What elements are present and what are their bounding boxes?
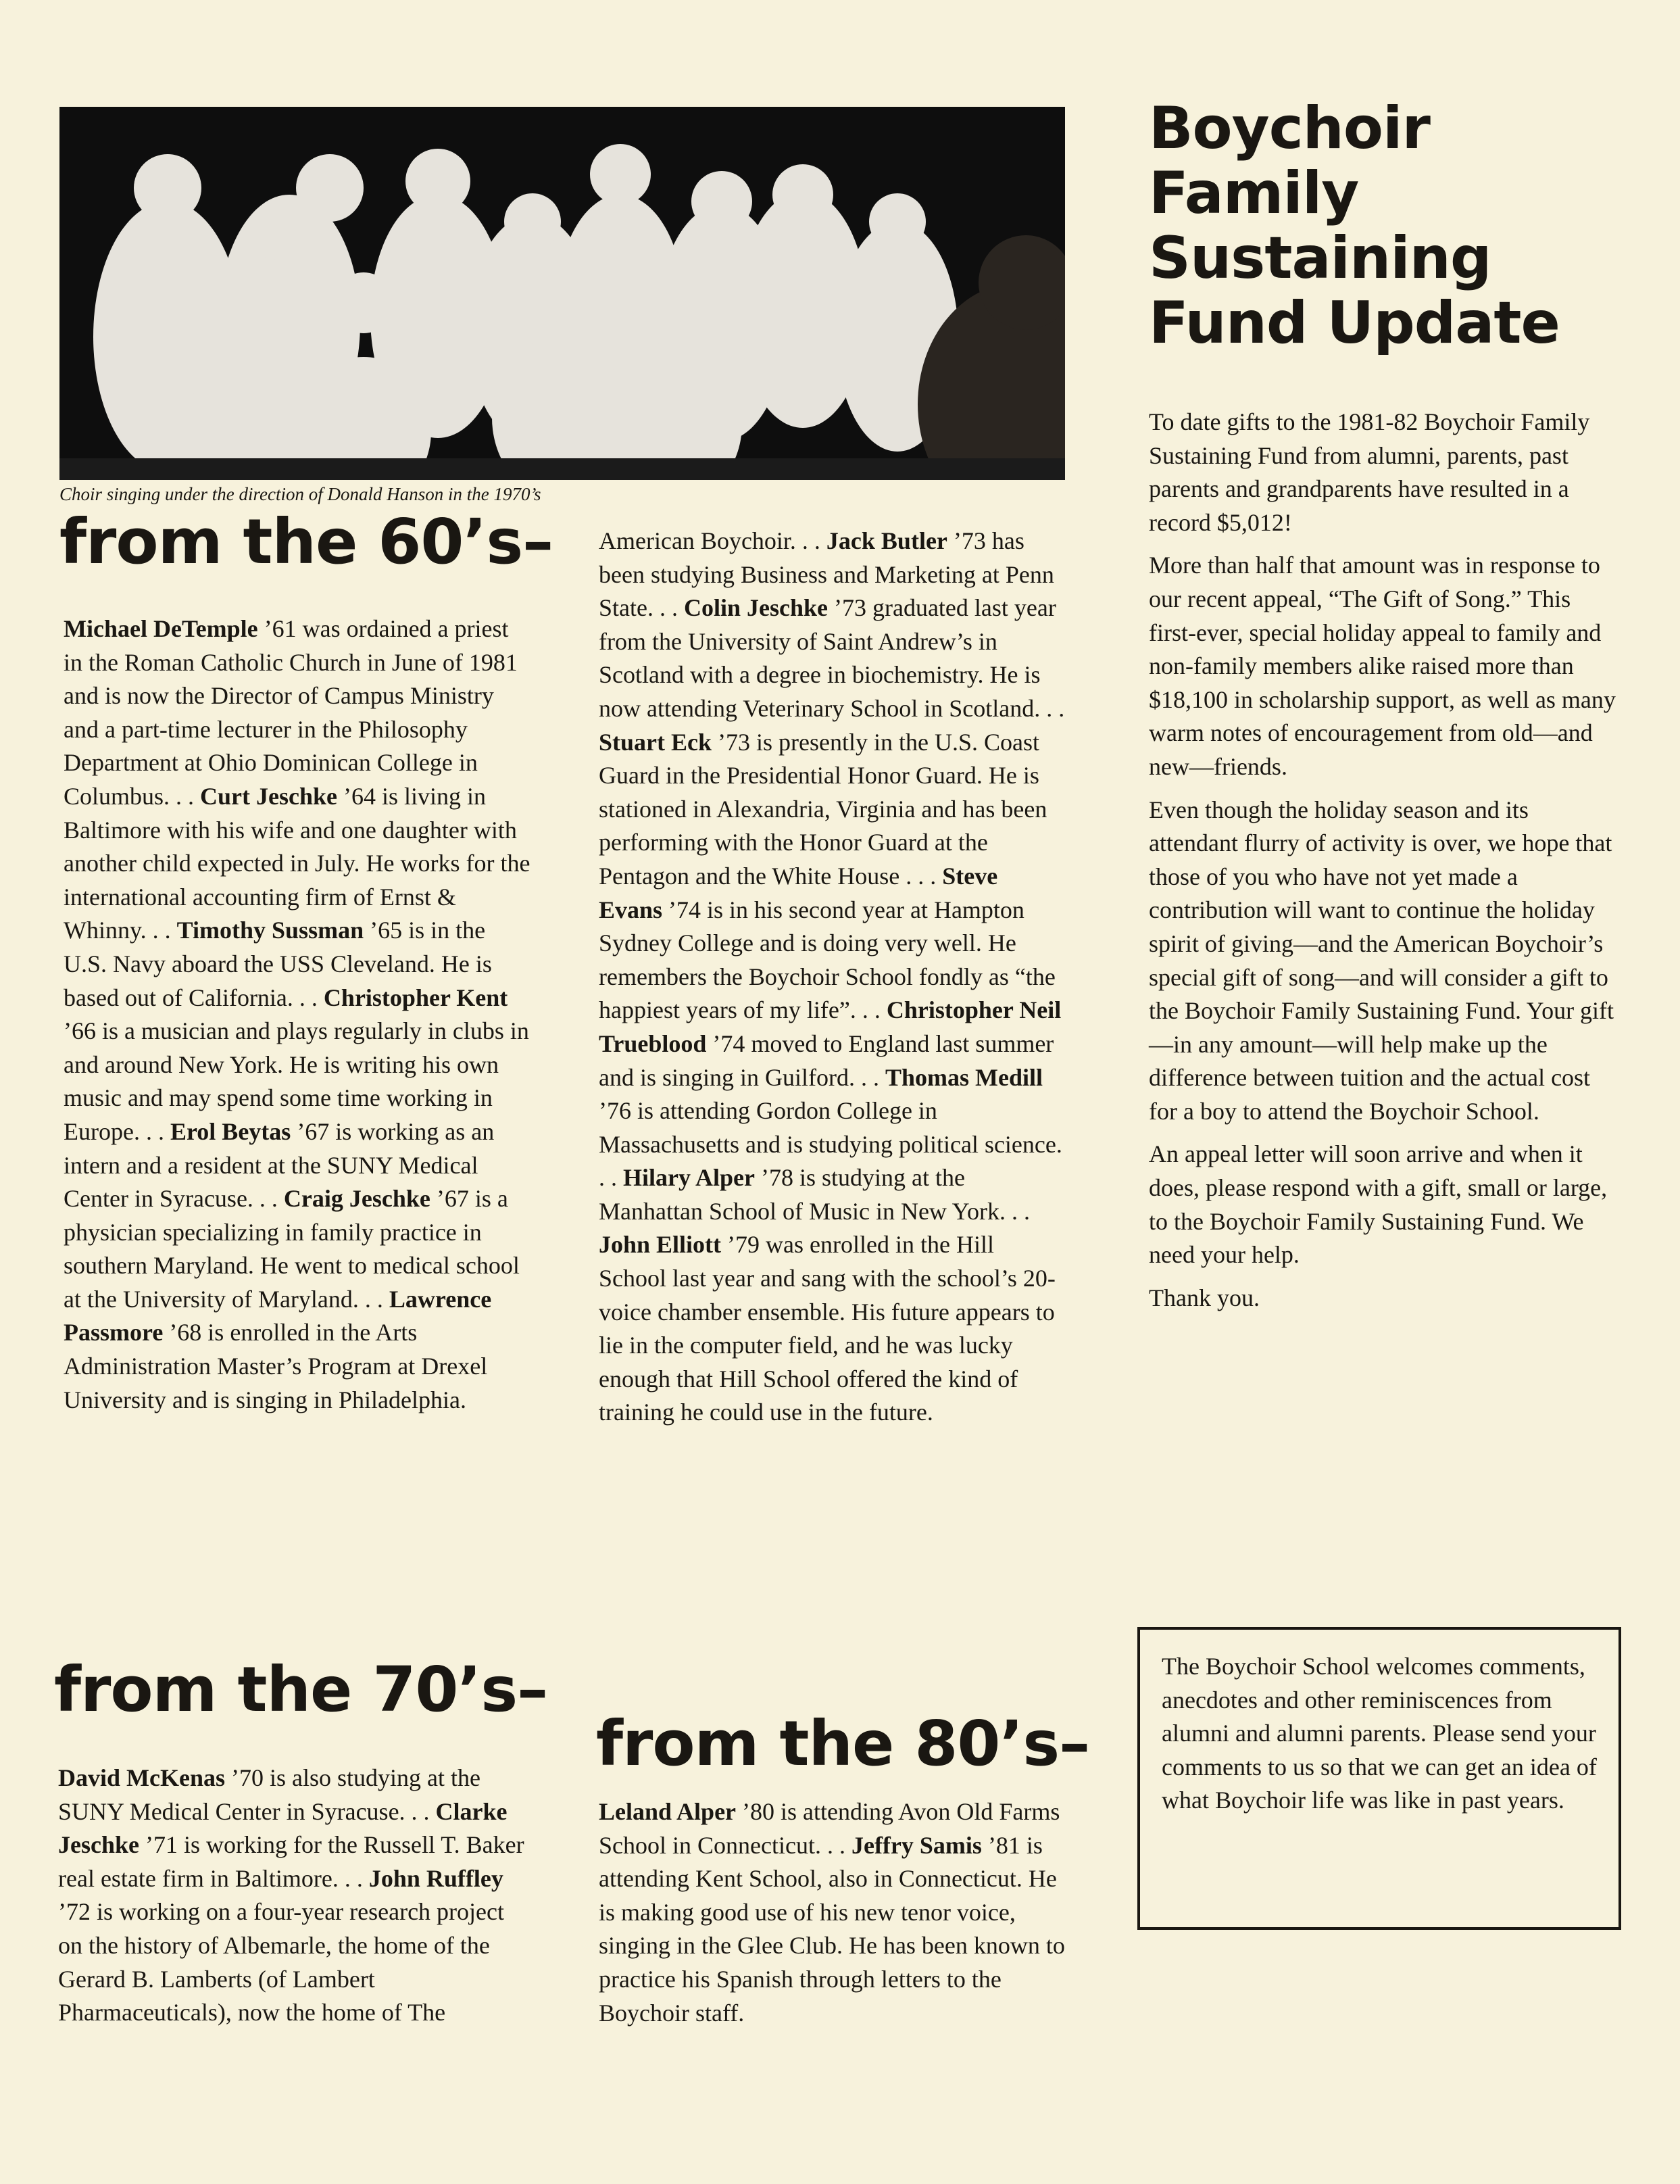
alumnus-name: Michael DeTemple xyxy=(64,615,258,642)
fund-paragraph: To date gifts to the 1981-82 Boychoir Family Sustaining Fund from alumni, parents, past parents and grandparents have resulted in a record $5,012! xyxy=(1149,408,1590,536)
news-text: ’61 was ordained a priest in the Roman Catholic Church in June of 1981 and is now the Director of Campus Ministry and a part-time lecturer in the Philosophy Department at Ohio Dominican College in Columbus. . . xyxy=(64,615,518,810)
alumnus-name: Erol Beytas xyxy=(170,1117,291,1145)
alumnus-name: John Ruffley xyxy=(368,1864,503,1892)
news-text: ’78 is studying at the Manhattan School of Music in New York. . . xyxy=(599,1164,1030,1225)
alumnus-name: Jack Butler xyxy=(826,527,947,554)
title-line: Fund Update xyxy=(1149,289,1560,357)
alumnus-name: John Elliott xyxy=(599,1231,722,1259)
eighties-column-text xyxy=(599,1795,1065,2030)
news-text: ’74 is in his second year at Hampton Sydney College and is doing very well. He remembers the Boychoir School fondly as “the happiest years of my life”. . . xyxy=(599,896,1056,1024)
news-text: ’80 is attending Avon Old Farms School in Connecticut. . . xyxy=(599,1798,1060,1859)
news-text: ’73 graduated last year from the University of Saint Andrew’s in Scotland with a degree in biochemistry. He is now attending Veterinary School in Scotland. . . xyxy=(599,594,1065,722)
comments-box xyxy=(1137,1627,1621,1930)
news-text: ’66 is a musician and plays regularly in clubs in and around New York. He is writing his own music and may spend some time working in Europe. . . xyxy=(64,1017,529,1145)
news-text: ’81 is attending Kent School, also in Connecticut. He is making good use of his new tenor voice, singing in the Glee Club. He has been known to practice his Spanish through letters to the Boychoir staff. xyxy=(599,1831,1065,2027)
seventies-column-text-a xyxy=(58,1762,533,2030)
heading-60s: from the 60’s– xyxy=(59,506,553,578)
alumnus-name: Leland Alper xyxy=(599,1798,737,1825)
news-text: ’74 moved to England last summer and is singing in Guilford. . . xyxy=(599,1029,1054,1091)
fund-paragraph: Even though the holiday season and its attendant flurry of activity is over, we hope that those of you who have not yet made a contribution will want to continue the holiday spirit of giving—and the American Boychoir’s special gift of song—and will consider a gift to the Boychoir Family Sustaining Fund. Your gift—in any amount—will help make up the difference between tuition and the actual cost for a boy to attend the Boychoir School. xyxy=(1149,796,1614,1125)
news-text: ’73 is presently in the U.S. Coast Guard in the Presidential Honor Guard. He is stationed in Alexandria, Virginia and has been performing with the Honor Guard at the Pentagon and the White House . . . xyxy=(599,728,1047,890)
alumnus-name: Thomas Medill xyxy=(885,1063,1043,1091)
alumnus-name: Clarke Jeschke xyxy=(58,1797,508,1859)
title-line: Sustaining xyxy=(1149,224,1491,292)
news-text: ’67 is a physician specializing in family practice in southern Maryland. He went to medical school at the University of Maryland. . . xyxy=(64,1185,520,1313)
news-text: ’79 was enrolled in the Hill School last year and sang with the school’s 20-voice chamber ensemble. His future appears to lie in the computer field, and he was lucky enough that Hill School offered the kind of training he could use in the future. xyxy=(599,1231,1056,1426)
alumnus-name: Hilary Alper xyxy=(623,1164,755,1192)
fund-paragraph: More than half that amount was in response to our recent appeal, “The Gift of Song.” This first-ever, special holiday appeal to family and non-family members alike raised more than $18,100 in scholarship support, as well as many warm notes of encouragement from old—and new—friends. xyxy=(1149,552,1616,780)
news-text: ’73 has been studying Business and Marketing at Penn State. . . xyxy=(599,527,1054,622)
title-line: Boychoir xyxy=(1149,95,1430,162)
comments-box-text: The Boychoir School welcomes comments, anecdotes and other reminiscences from alumni and alumni parents. Please send your comments to us so that we can get an idea of what Boychoir life was like in past years. xyxy=(1162,1653,1597,1814)
fund-update-title xyxy=(1149,96,1635,356)
news-text: ’64 is living in Baltimore with his wife and one daughter with another child expected in July. He works for the international accounting firm of Ernst & Whinny. . . xyxy=(64,782,530,944)
alumnus-name: Lawrence Passmore xyxy=(64,1285,492,1346)
news-text: ’76 is attending Gordon College in Massachusetts and is studying political science. . . xyxy=(599,1097,1062,1192)
alumnus-name: Colin Jeschke xyxy=(683,594,828,622)
news-text: ’70 is also studying at the SUNY Medical Center in Syracuse. . . xyxy=(58,1764,480,1825)
alumnus-name: Christopher Neil Trueblood xyxy=(599,996,1062,1057)
photo-caption: Choir singing under the direction of Donald Hanson in the 1970’s xyxy=(59,484,541,504)
heading-70s: from the 70’s– xyxy=(54,1653,548,1726)
news-text: ’67 is working as an intern and a resident at the SUNY Medical Center in Syracuse. . . xyxy=(64,1117,495,1213)
news-text: ’72 is working on a four-year research project on the history of Albemarle, the home of the Gerard B. Lamberts (of Lambert Pharmaceuticals), now the home of The xyxy=(58,1898,505,2027)
sixties-column-text xyxy=(64,612,533,1417)
alumnus-name: Steve Evans xyxy=(599,862,998,923)
fund-paragraph: Thank you. xyxy=(1149,1284,1260,1311)
alumnus-name: Timothy Sussman xyxy=(176,917,364,944)
alumnus-name: Stuart Eck xyxy=(599,728,712,756)
fund-update-body xyxy=(1149,406,1622,1324)
news-text: ’65 is in the U.S. Navy aboard the USS Cleveland. He is based out of California. . . xyxy=(64,917,492,1011)
news-text: ’68 is enrolled in the Arts Administration Master’s Program at Drexel University and is singing in Philadelphia. xyxy=(64,1319,488,1413)
alumnus-name: Christopher Kent xyxy=(323,984,508,1011)
news-text: American Boychoir. . . xyxy=(599,527,826,554)
alumnus-name: David McKenas xyxy=(58,1764,225,1791)
choir-photo xyxy=(59,107,1065,480)
seventies-column-text-b xyxy=(599,525,1065,1430)
choir-photo-drawing xyxy=(59,107,1065,480)
heading-80s: from the 80’s– xyxy=(596,1707,1090,1780)
alumnus-name: Craig Jeschke xyxy=(283,1185,430,1213)
fund-paragraph: An appeal letter will soon arrive and when it does, please respond with a gift, small or large, to the Boychoir Family Sustaining Fund. We need your help. xyxy=(1149,1140,1608,1269)
news-text: ’71 is working for the Russell T. Baker real estate firm in Baltimore. . . xyxy=(58,1831,524,1892)
alumnus-name: Jeffry Samis xyxy=(851,1831,982,1859)
title-line: Family xyxy=(1149,160,1359,227)
alumnus-name: Curt Jeschke xyxy=(200,782,338,810)
